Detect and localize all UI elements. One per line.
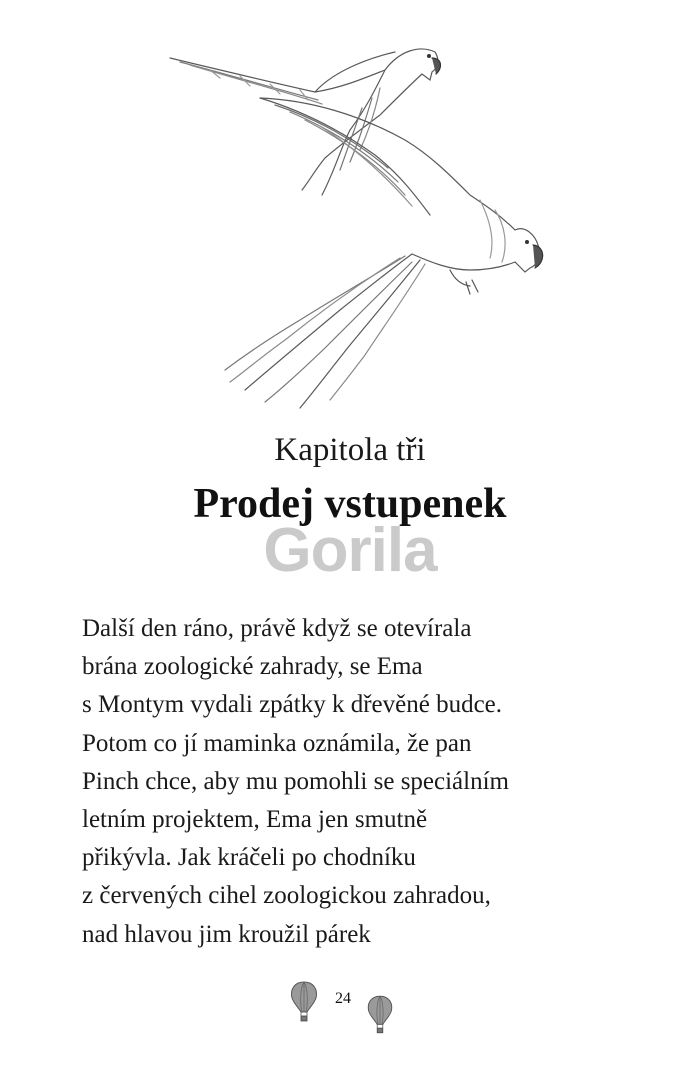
body-line: Potom co jí maminka oznámila, že pan [82, 729, 472, 757]
page-footer [0, 978, 700, 1038]
page-number: 24 [335, 990, 351, 1007]
watermark: Gorila [263, 516, 437, 585]
chapter-title: Prodej vstupenek [193, 481, 507, 527]
hot-air-balloon-icon [288, 980, 320, 1024]
body-line: z červených cihel zoologickou zahradou, [82, 882, 491, 910]
body-line: brána zoologické zahrady, se Ema [82, 653, 423, 681]
body-line: přikývla. Jak kráčeli po chodníku [82, 844, 416, 872]
hot-air-balloon-icon [365, 994, 395, 1036]
upper-parrot [170, 49, 441, 195]
body-paragraph [82, 610, 622, 954]
lower-parrot [225, 98, 543, 408]
body-line: s Montym vydali zpátky k dřevěné budce. [82, 691, 503, 719]
body-line: Další den ráno, právě když se otevírala [82, 615, 472, 642]
body-line: nad hlavou jim kroužil párek [82, 920, 371, 948]
body-line: Pinch chce, aby mu pomohli se speciálním [82, 767, 509, 795]
chapter-label: Kapitola tři [274, 432, 426, 468]
body-line: letním projektem, Ema jen smutně [82, 806, 428, 834]
parrots-illustration [150, 30, 570, 415]
